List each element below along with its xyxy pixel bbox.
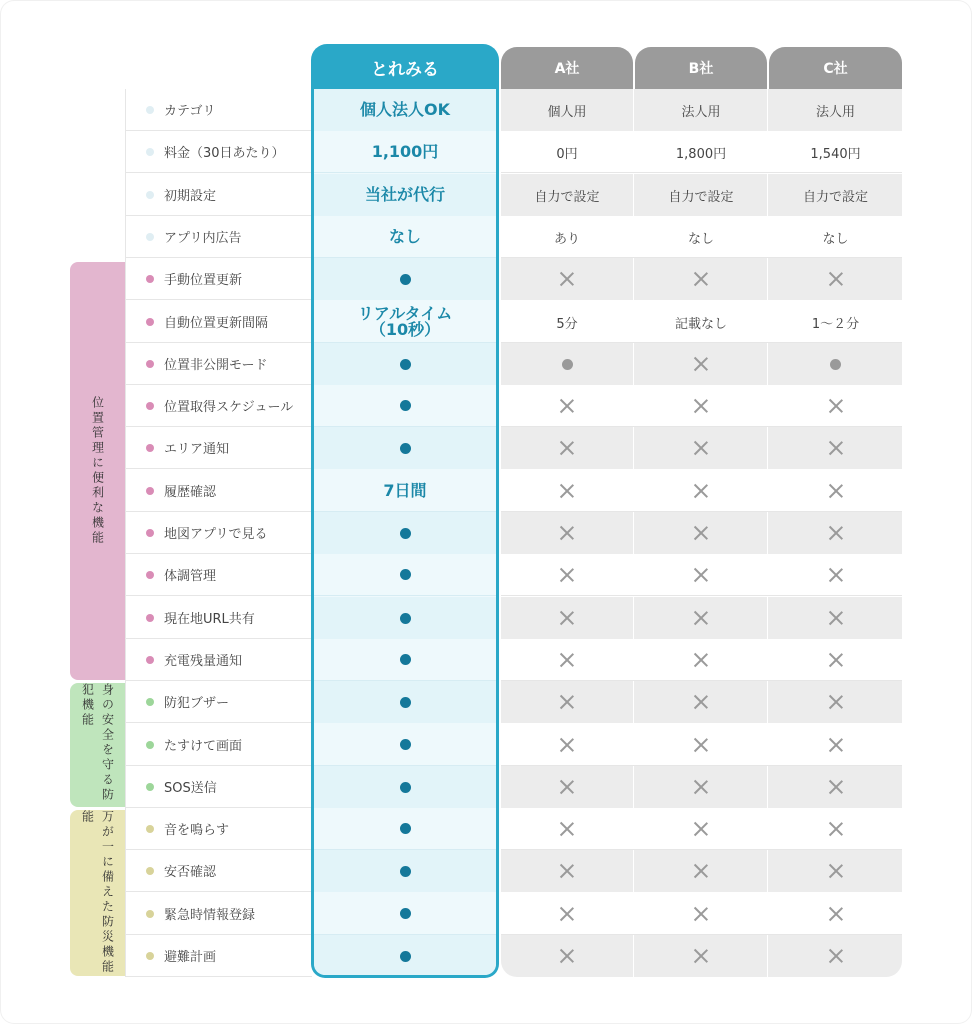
toremiru-cell [314,427,496,469]
unavailable-x-icon [694,864,708,878]
feature-row-label [126,935,312,977]
company-b-cell [635,639,767,681]
feature-row-label [126,174,312,216]
comparison-row [501,850,902,892]
company-a-cell [501,639,633,681]
company-a-cell [501,808,633,850]
unavailable-x-icon [829,484,843,498]
feature-name: SOS送信 [164,781,217,796]
toremiru-cell [314,935,496,977]
column-divider [767,470,768,511]
column-divider [633,301,634,342]
company-c-cell: 自力で設定 [802,189,868,205]
unavailable-x-icon [829,568,843,582]
company-c-cell [769,427,902,469]
toremiru-value: リアルタイム（10秒） [357,303,453,339]
available-dot-icon [400,908,411,919]
feature-row-label [126,258,312,300]
toremiru-cell [314,808,496,850]
bullet-dot-icon [146,191,154,199]
feature-name: 緊急時情報登録 [164,908,256,923]
column-divider [633,850,634,892]
feature-row-label [126,639,312,681]
company-a-cell [501,258,633,300]
toremiru-cell [314,470,496,512]
comparison-row [501,343,902,385]
feature-name: 地図アプリで見る [164,527,268,542]
column-divider [767,385,768,426]
header-company-b: B社 [635,47,767,89]
column-divider [633,808,634,849]
bullet-dot-icon [146,106,154,114]
unavailable-x-icon [560,272,574,286]
column-divider [633,724,634,765]
feature-row-label [126,766,312,808]
feature-row-label [126,301,312,343]
comparison-row [501,935,902,977]
toremiru-cell [314,597,496,639]
company-c-cell [769,850,902,892]
company-c-cell: 1,540円 [810,146,861,162]
company-a-cell [501,766,633,808]
available-dot-icon [400,443,411,454]
available-dot-icon [400,866,411,877]
toremiru-cell [314,724,496,766]
unavailable-x-icon [560,822,574,836]
bullet-dot-icon [146,318,154,326]
unavailable-x-icon [560,738,574,752]
column-divider [767,935,768,977]
column-divider [633,935,634,977]
column-divider [767,512,768,554]
unavailable-x-icon [829,526,843,540]
bullet-dot-icon [146,233,154,241]
comparison-row [501,597,902,639]
company-c-cell [769,385,902,427]
unavailable-x-icon [560,484,574,498]
bullet-dot-icon [146,656,154,664]
unavailable-x-icon [694,357,708,371]
company-a-cell: あり [553,231,580,247]
bullet-dot-icon [146,741,154,749]
feature-row-label [126,89,312,131]
column-divider [767,258,768,300]
bullet-dot-icon [146,148,154,156]
feature-name: 音を鳴らす [164,823,230,838]
company-c-cell [769,935,902,977]
feature-row-label [126,470,312,512]
bullet-dot-icon [146,825,154,833]
feature-name: カテゴリ [164,104,216,119]
company-c-cell: 法人用 [815,104,855,120]
unavailable-x-icon [560,653,574,667]
feature-name: 初期設定 [164,189,217,204]
comparison-row [501,216,902,258]
toremiru-value: 7日間 [383,480,427,500]
unavailable-x-icon [829,653,843,667]
unavailable-x-icon [829,780,843,794]
feature-row-label [126,427,312,469]
column-divider [633,385,634,426]
company-b-cell [635,554,767,596]
unavailable-x-icon [694,738,708,752]
company-b-cell [635,427,767,469]
bullet-dot-icon [146,444,154,452]
unavailable-x-icon [694,272,708,286]
feature-name: エリア通知 [164,442,230,457]
unavailable-x-icon [560,695,574,709]
company-a-cell [501,597,633,639]
company-b-cell [635,470,767,512]
company-b-cell: 法人用 [681,104,721,120]
company-a-cell: 自力で設定 [534,189,600,205]
company-b-cell [635,258,767,300]
header-company-a: A社 [501,47,633,89]
column-divider [767,681,768,723]
toremiru-cell [314,174,496,216]
column-divider [633,131,634,172]
column-divider [633,554,634,595]
toremiru-cell [314,766,496,808]
available-dot-icon [400,613,411,624]
company-b-cell [635,935,767,977]
bullet-dot-icon [146,698,154,706]
toremiru-cell [314,343,496,385]
column-divider [633,89,634,131]
column-divider [767,724,768,765]
available-dot-icon [400,569,411,580]
company-b-cell: 1,800円 [675,146,727,162]
feature-row-label [126,893,312,935]
comparison-row [501,639,902,681]
comparison-row [501,554,902,596]
bullet-dot-icon [146,487,154,495]
company-b-cell [635,385,767,427]
company-a-cell [501,512,633,554]
toremiru-cell [314,131,496,173]
unavailable-x-icon [829,907,843,921]
toremiru-cell [314,639,496,681]
company-a-cell [501,470,633,512]
column-divider [633,766,634,808]
feature-name: 履歴確認 [164,485,217,500]
feature-name: 位置取得スケジュール [164,400,294,415]
toremiru-value: 当社が代行 [364,185,445,204]
company-b-cell [635,512,767,554]
available-dot-icon [400,400,411,411]
feature-name: アプリ内広告 [164,231,242,246]
column-divider [767,427,768,469]
available-dot-icon [400,823,411,834]
company-b-cell: なし [687,231,714,247]
feature-row-label [126,681,312,723]
column-divider [767,639,768,680]
feature-row-label [126,554,312,596]
toremiru-cell [314,850,496,892]
company-a-cell [501,343,633,385]
toremiru-cell [314,681,496,723]
column-divider [633,470,634,511]
feature-name: 手動位置更新 [164,273,243,288]
unavailable-x-icon [694,484,708,498]
comparison-row [501,893,902,935]
available-dot-icon [400,654,411,665]
feature-name: 自動位置更新間隔 [164,316,269,331]
unavailable-x-icon [829,738,843,752]
column-divider [767,343,768,385]
feature-row-label [126,850,312,892]
available-dot-icon [400,359,411,370]
feature-row-label [126,597,312,639]
unavailable-x-icon [694,653,708,667]
comparison-row [501,258,902,300]
group-label: 身の安全を守る防犯機能 [80,683,115,803]
company-c-cell [769,893,902,935]
column-divider [767,597,768,639]
column-divider [767,808,768,849]
company-a-cell [501,681,633,723]
unavailable-x-icon [560,399,574,413]
toremiru-cell [314,258,496,300]
column-divider [767,174,768,216]
bullet-dot-icon [146,614,154,622]
bullet-dot-icon [146,910,154,918]
comparison-row [501,512,902,554]
feature-row-label [126,343,312,385]
company-c-cell [769,808,902,850]
company-c-cell [769,639,902,681]
company-a-cell [501,427,633,469]
comparison-row [501,174,902,216]
unavailable-x-icon [694,568,708,582]
toremiru-value: 個人法人OK [359,100,450,119]
company-c-cell [769,554,902,596]
feature-row-label [126,724,312,766]
toremiru-cell [314,301,496,343]
feature-name: 体調管理 [164,569,217,584]
bullet-dot-icon [146,571,154,579]
company-c-cell [769,597,902,639]
column-divider [633,597,634,639]
comparison-row [501,301,902,343]
unavailable-x-icon [694,949,708,963]
comparison-row [501,808,902,850]
comparison-row [501,385,902,427]
unavailable-x-icon [694,526,708,540]
unavailable-x-icon [829,864,843,878]
unavailable-x-icon [694,399,708,413]
bullet-dot-icon [146,360,154,368]
feature-name: 避難計画 [164,950,217,965]
unavailable-x-icon [560,949,574,963]
column-divider [633,512,634,554]
toremiru-cell [314,512,496,554]
company-b-cell [635,597,767,639]
unavailable-x-icon [694,780,708,794]
company-c-cell [769,681,902,723]
company-a-cell [501,724,633,766]
available-dot-icon [400,951,411,962]
unavailable-x-icon [560,907,574,921]
company-c-cell [769,766,902,808]
unavailable-x-icon [560,780,574,794]
bullet-dot-icon [146,529,154,537]
bullet-dot-icon [146,952,154,960]
company-c-cell [769,512,902,554]
unavailable-x-icon [694,822,708,836]
column-divider [767,89,768,131]
feature-name: たすけて画面 [164,739,243,754]
company-b-cell: 自力で設定 [668,189,734,205]
unavailable-x-icon [560,611,574,625]
toremiru-column [311,89,499,978]
company-b-cell [635,724,767,766]
group-disaster-functions [70,810,125,976]
bullet-dot-icon [146,867,154,875]
company-c-cell [769,343,902,385]
column-divider [633,681,634,723]
available-dot-icon [400,739,411,750]
company-b-cell [635,808,767,850]
unavailable-x-icon [829,399,843,413]
group-location-functions [70,262,125,680]
unavailable-x-icon [560,526,574,540]
unavailable-x-icon [829,272,843,286]
bullet-dot-icon [146,783,154,791]
feature-row-label [126,808,312,850]
company-a-cell [501,554,633,596]
unavailable-x-icon [829,822,843,836]
toremiru-cell [314,893,496,935]
available-dot-icon [400,528,411,539]
column-divider [633,639,634,680]
unavailable-x-icon [829,695,843,709]
feature-name: 充電残量通知 [164,654,243,669]
column-divider [767,301,768,342]
feature-label-column [125,89,312,977]
column-divider [633,216,634,257]
header-company-c: C社 [769,47,902,89]
comparison-row [501,89,902,131]
company-b-cell [635,893,767,935]
feature-row-label [126,131,312,173]
toremiru-cell [314,554,496,596]
unavailable-x-icon [560,864,574,878]
available-dot-icon [400,274,411,285]
feature-name: 防犯ブザー [164,696,230,711]
unavailable-x-icon [694,695,708,709]
group-safety-functions [70,683,125,807]
bullet-dot-icon [146,275,154,283]
comparison-row [501,681,902,723]
comparison-row [501,766,902,808]
feature-name: 料金（30日あたり） [164,146,285,161]
unavailable-x-icon [829,611,843,625]
column-divider [633,343,634,385]
toremiru-cell [314,385,496,427]
toremiru-value: なし [388,226,421,246]
feature-row-label [126,385,312,427]
column-divider [767,216,768,257]
header-toremiru: とれみる [311,44,499,90]
comparison-row [501,724,902,766]
unavailable-x-icon [694,907,708,921]
company-b-cell [635,766,767,808]
unavailable-x-icon [694,441,708,455]
comparison-row [501,131,902,173]
feature-name: 現在地URL共有 [164,612,255,627]
column-divider [633,258,634,300]
company-a-cell [501,893,633,935]
company-c-cell [769,258,902,300]
feature-name: 安否確認 [164,865,217,880]
available-gray-dot-icon [830,359,841,370]
available-dot-icon [400,782,411,793]
group-label: 万が一に備えた防災機能能 [80,810,115,975]
column-divider [767,893,768,934]
column-divider [633,893,634,934]
toremiru-value: 1,100円 [371,141,439,161]
feature-row-label [126,216,312,258]
available-gray-dot-icon [562,359,573,370]
company-c-cell: なし [822,231,849,247]
column-divider [767,131,768,172]
column-divider [633,174,634,216]
unavailable-x-icon [829,441,843,455]
company-a-cell [501,385,633,427]
competitor-columns [501,89,902,977]
company-b-cell: 記載なし [674,316,727,332]
company-a-cell [501,850,633,892]
toremiru-cell [314,216,496,258]
bullet-dot-icon [146,402,154,410]
company-a-cell: 0円 [556,146,578,162]
company-a-cell: 5分 [556,316,578,332]
company-c-cell [769,724,902,766]
toremiru-cell [314,89,496,131]
company-c-cell: 1〜２分 [811,316,860,332]
comparison-row [501,427,902,469]
company-a-cell: 個人用 [547,104,587,120]
unavailable-x-icon [560,441,574,455]
available-dot-icon [400,697,411,708]
column-divider [767,766,768,808]
column-divider [767,554,768,595]
feature-row-label [126,512,312,554]
group-label: 位置管理に便利な機能 [90,396,105,546]
unavailable-x-icon [560,568,574,582]
company-b-cell [635,850,767,892]
column-divider [767,850,768,892]
company-a-cell [501,935,633,977]
company-b-cell [635,343,767,385]
company-c-cell [769,470,902,512]
comparison-row [501,470,902,512]
column-divider [633,427,634,469]
unavailable-x-icon [694,611,708,625]
company-b-cell [635,681,767,723]
feature-name: 位置非公開モード [164,358,268,373]
unavailable-x-icon [829,949,843,963]
